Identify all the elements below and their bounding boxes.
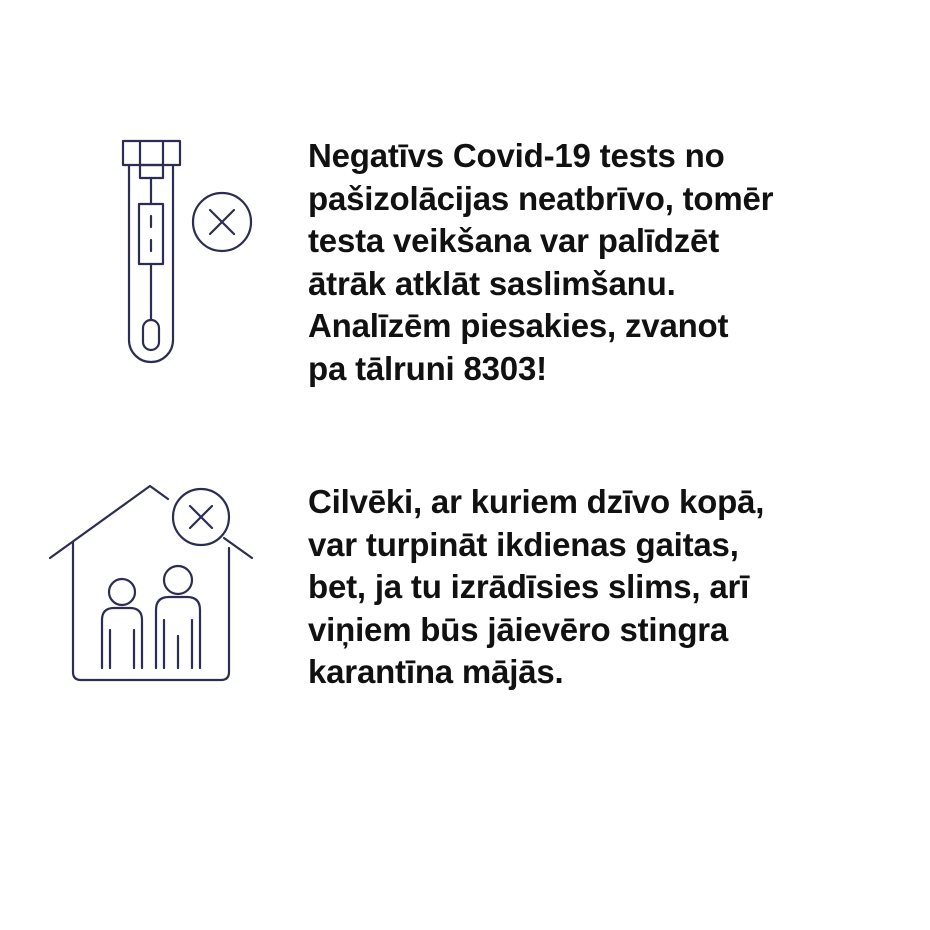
test-info-text [308, 135, 908, 390]
text-line: viņiem būs jāievēro stingra [308, 610, 729, 648]
house-family-icon [40, 478, 270, 693]
text-line: pa tālruni 8303! [308, 349, 547, 387]
text-line: bet, ja tu izrādīsies slims, arī [308, 568, 750, 605]
text-line: Negatīvs Covid-19 tests no [308, 137, 725, 174]
x-circle-icon [190, 190, 254, 254]
text-line: karantīna mājās. [308, 653, 564, 690]
x-circle-icon [170, 486, 232, 548]
text-line: var turpināt ikdienas gaitas, [308, 525, 739, 563]
text-line: ātrāk atklāt saslimšanu. [308, 264, 676, 302]
text-line: testa veikšana var palīdzēt [308, 222, 719, 259]
text-line: Analīzēm piesakies, zvanot [308, 307, 729, 344]
text-line: Cilvēki, ar kuriem dzīvo kopā, [308, 483, 765, 520]
text-line: pašizolācijas neatbrīvo, tomēr [308, 179, 774, 217]
household-info-text [308, 481, 908, 694]
